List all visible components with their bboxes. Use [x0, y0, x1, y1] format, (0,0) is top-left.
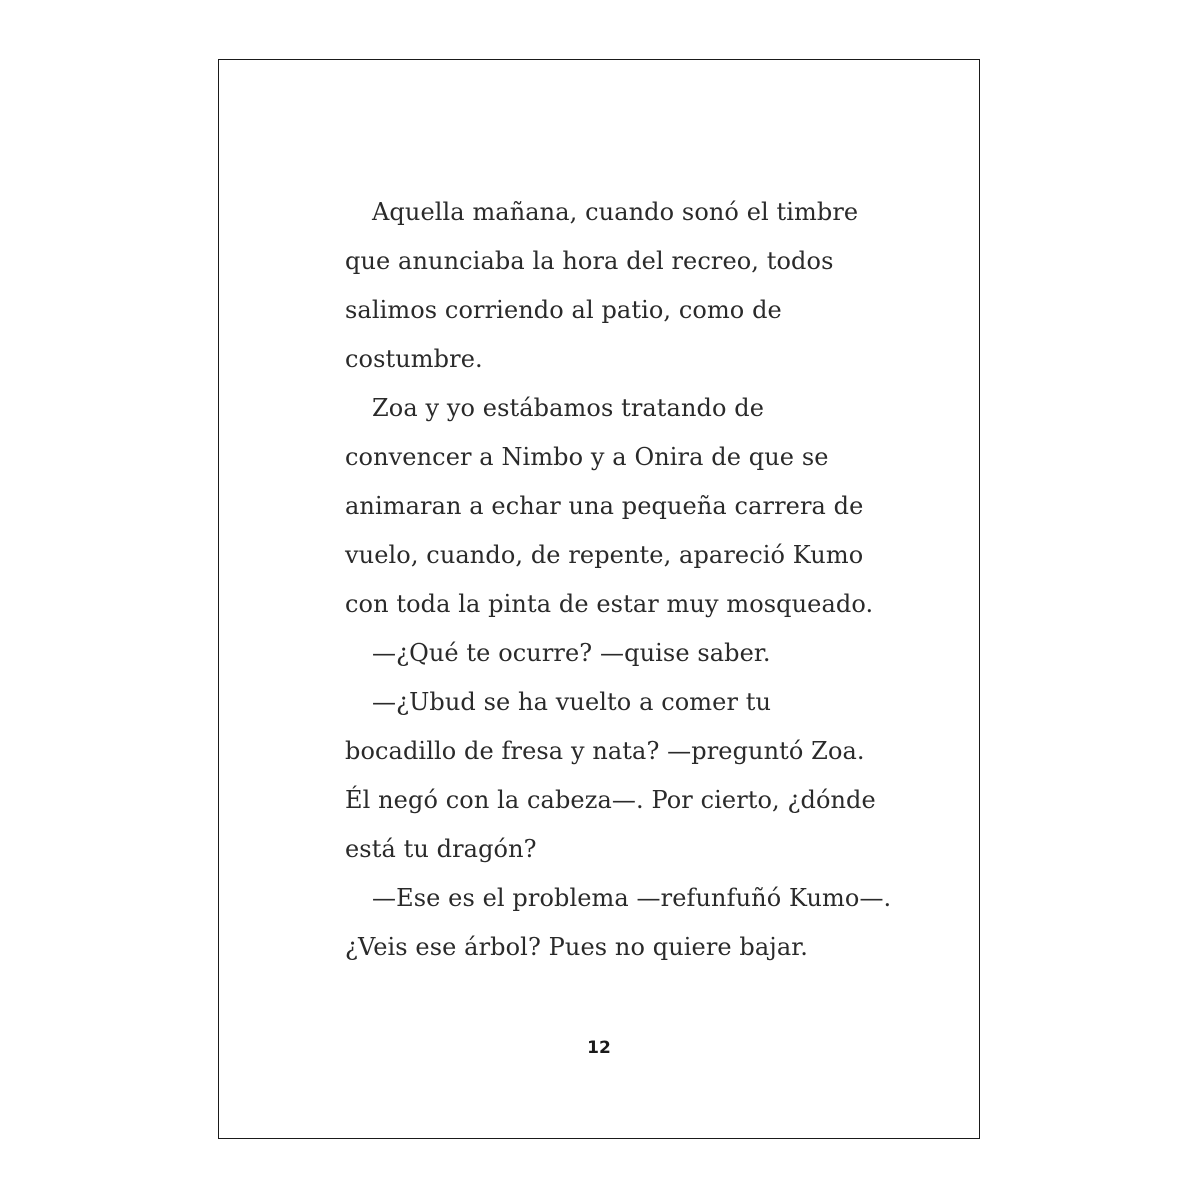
text-line: ¿Veis ese árbol? Pues no quiere bajar.	[345, 933, 808, 961]
text-line: —¿Ubud se ha vuelto a comer tu	[372, 688, 772, 716]
text-line: salimos corriendo al patio, como de	[345, 296, 782, 324]
text-line: está tu dragón?	[345, 835, 537, 863]
text-line: Zoa y yo estábamos tratando de	[372, 394, 765, 422]
text-line: Él negó con la cabeza—. Por cierto, ¿dónde	[345, 786, 876, 814]
text-line: que anunciaba la hora del recreo, todos	[345, 247, 834, 275]
body-text	[219, 60, 979, 1138]
page-number: 12	[587, 1038, 611, 1058]
text-line: con toda la pinta de estar muy mosqueado.	[345, 590, 874, 618]
text-line: vuelo, cuando, de repente, apareció Kumo	[345, 541, 864, 569]
text-line: —¿Qué te ocurre? —quise saber.	[372, 639, 771, 667]
text-line: —Ese es el problema —refunfuñó Kumo—.	[372, 884, 892, 912]
text-line: costumbre.	[345, 345, 483, 373]
text-line: bocadillo de fresa y nata? —preguntó Zoa.	[345, 737, 865, 765]
text-line: animaran a echar una pequeña carrera de	[345, 492, 864, 520]
book-page	[218, 59, 980, 1139]
text-line: convencer a Nimbo y a Onira de que se	[345, 443, 829, 471]
text-line: Aquella mañana, cuando sonó el timbre	[372, 198, 859, 226]
